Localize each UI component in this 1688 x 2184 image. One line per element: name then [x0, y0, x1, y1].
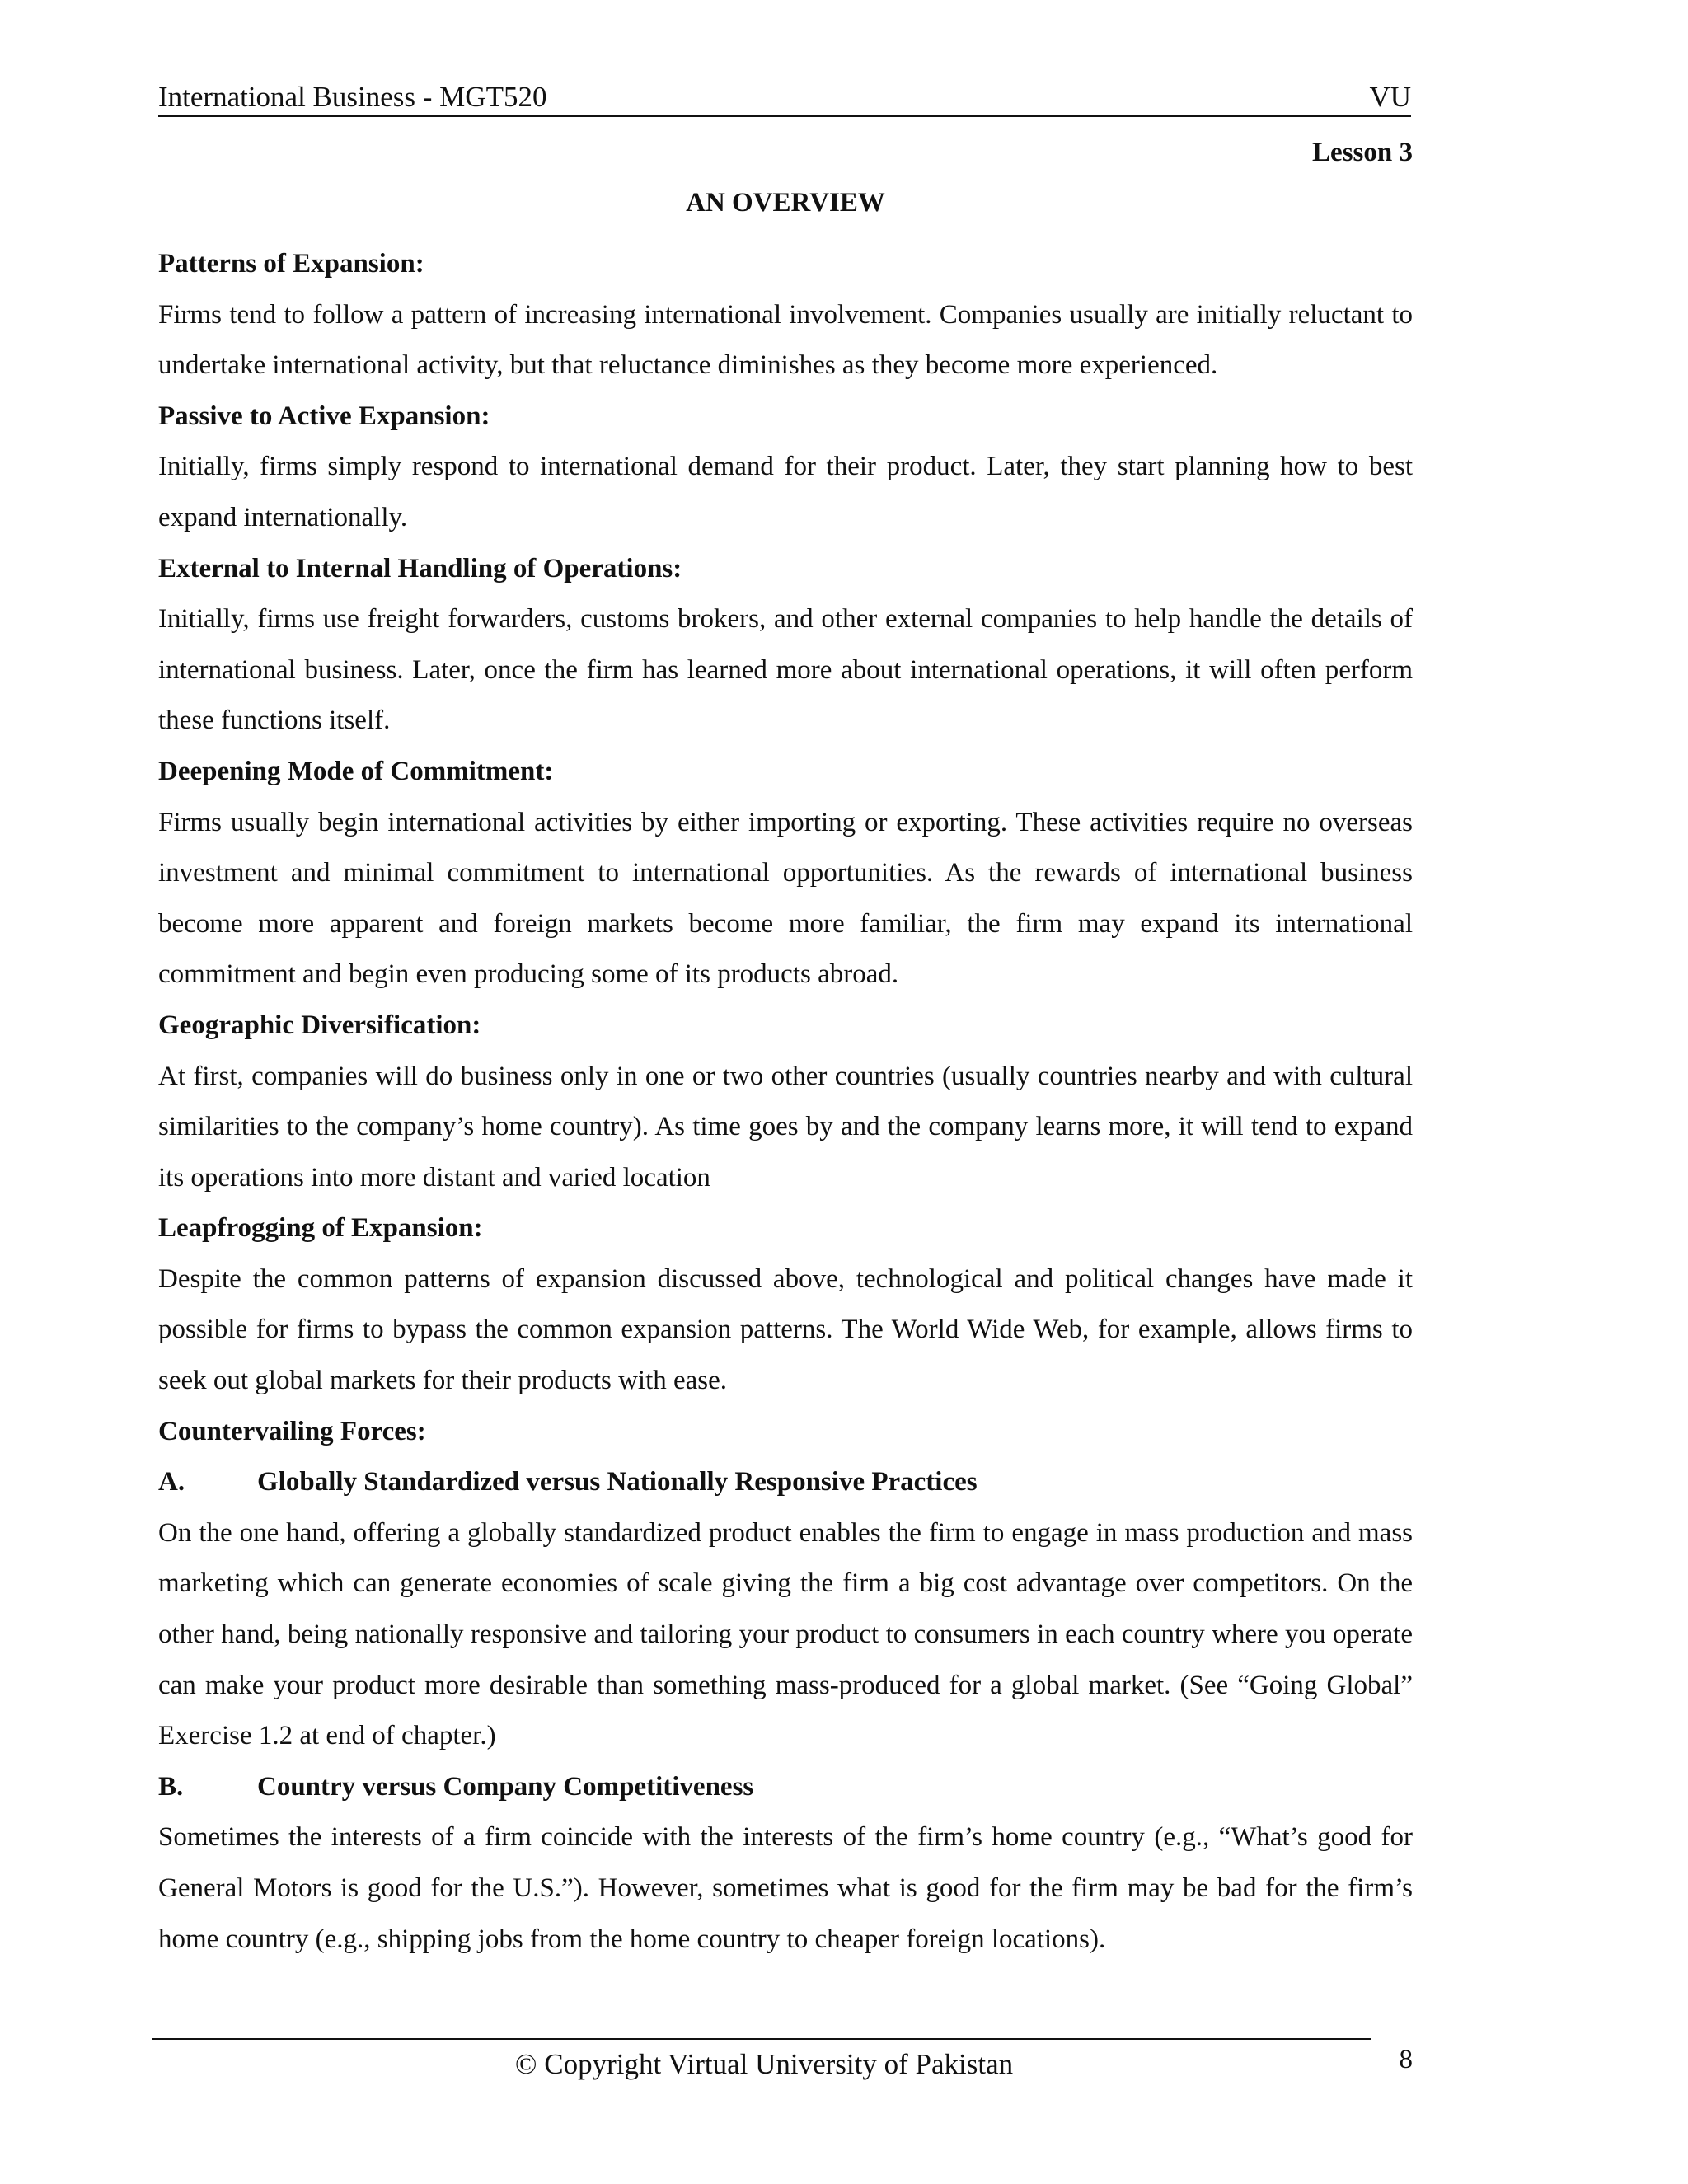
paragraph-external-to-internal: Initially, firms use freight forwarders, customs brokers, and other external companies to help handle the details of international business. Later, once the firm has learned more about international operations, it will often perform these functions itself. — [158, 604, 1413, 736]
subheading-b — [158, 1762, 1413, 1813]
paragraph-passive-to-active: Initially, firms simply respond to international demand for their product. Later, they start planning how to best expand internationally. — [158, 452, 1413, 532]
page-number: 8 — [1399, 2045, 1413, 2074]
page-title: AN OVERVIEW — [686, 188, 885, 218]
heading-passive-to-active: Passive to Active Expansion: — [158, 401, 490, 431]
paragraph-deepening-commitment: Firms usually begin international activities by either importing or exporting. These activities require no overseas investment and minimal commitment to international opportunities. As the rewards of international business become more apparent and foreign markets become more familiar, the firm may expand its international commitment and begin even producing some of its products abroad. — [158, 807, 1413, 990]
footer-divider — [152, 2038, 1371, 2040]
lesson-label: Lesson 3 — [1312, 138, 1413, 167]
heading-external-to-internal: External to Internal Handling of Operations: — [158, 553, 682, 583]
footer-copyright: © Copyright Virtual University of Pakistan — [514, 2048, 1014, 2080]
subheading-a-title: Globally Standardized versus Nationally Responsive Practices — [257, 1467, 978, 1497]
page-header — [158, 79, 1411, 117]
heading-geographic-diversification: Geographic Diversification: — [158, 1010, 481, 1040]
heading-leapfrogging: Leapfrogging of Expansion: — [158, 1213, 483, 1244]
paragraph-leapfrogging: Despite the common patterns of expansion discussed above, technological and political changes have made it possible for firms to bypass the common expansion patterns. The World Wide Web, for example, allows firms to seek out global markets for their products with ease. — [158, 1263, 1413, 1396]
course-title: International Business - MGT520 — [158, 81, 547, 113]
subheading-a — [158, 1457, 1413, 1508]
subheading-b-letter: B. — [158, 1771, 184, 1802]
heading-deepening-commitment: Deepening Mode of Commitment: — [158, 756, 554, 786]
heading-patterns-of-expansion: Patterns of Expansion: — [158, 249, 424, 279]
paragraph-geographic-diversification: At first, companies will do business only in one or two other countries (usually countries nearby and with cultural similarities to the company’s home country). As time goes by and the company learns more, it will tend to expand its operations into more distant and varied location — [158, 1061, 1413, 1193]
document-body — [158, 239, 1413, 1965]
heading-countervailing-forces: Countervailing Forces: — [158, 1416, 426, 1446]
subheading-a-letter: A. — [158, 1467, 185, 1497]
paragraph-patterns-of-expansion: Firms tend to follow a pattern of increasing international involvement. Companies usually are initially reluctant to undertake international activity, but that reluctance diminishes as they become more experienced. — [158, 299, 1413, 381]
paragraph-subsection-a: On the one hand, offering a globally standardized product enables the firm to engage in mass production and mass marketing which can generate economies of scale giving the firm a big cost advantage over competitors. On the other hand, being nationally responsive and tailoring your product to consumers in each country where you operate can make your product more desirable than something mass-produced for a global market. (See “Going Global” Exercise 1.2 at end of chapter.) — [158, 1517, 1413, 1751]
paragraph-subsection-b: Sometimes the interests of a firm coincide with the interests of the firm’s home country (e.g., “What’s good for General Motors is good for the U.S.”). However, sometimes what is good for the firm may be bad for the firm’s home country (e.g., shipping jobs from the home country to cheaper foreign locations). — [158, 1822, 1413, 1954]
subheading-b-title: Country versus Company Competitiveness — [257, 1771, 754, 1802]
institution-label: VU — [1369, 81, 1411, 113]
